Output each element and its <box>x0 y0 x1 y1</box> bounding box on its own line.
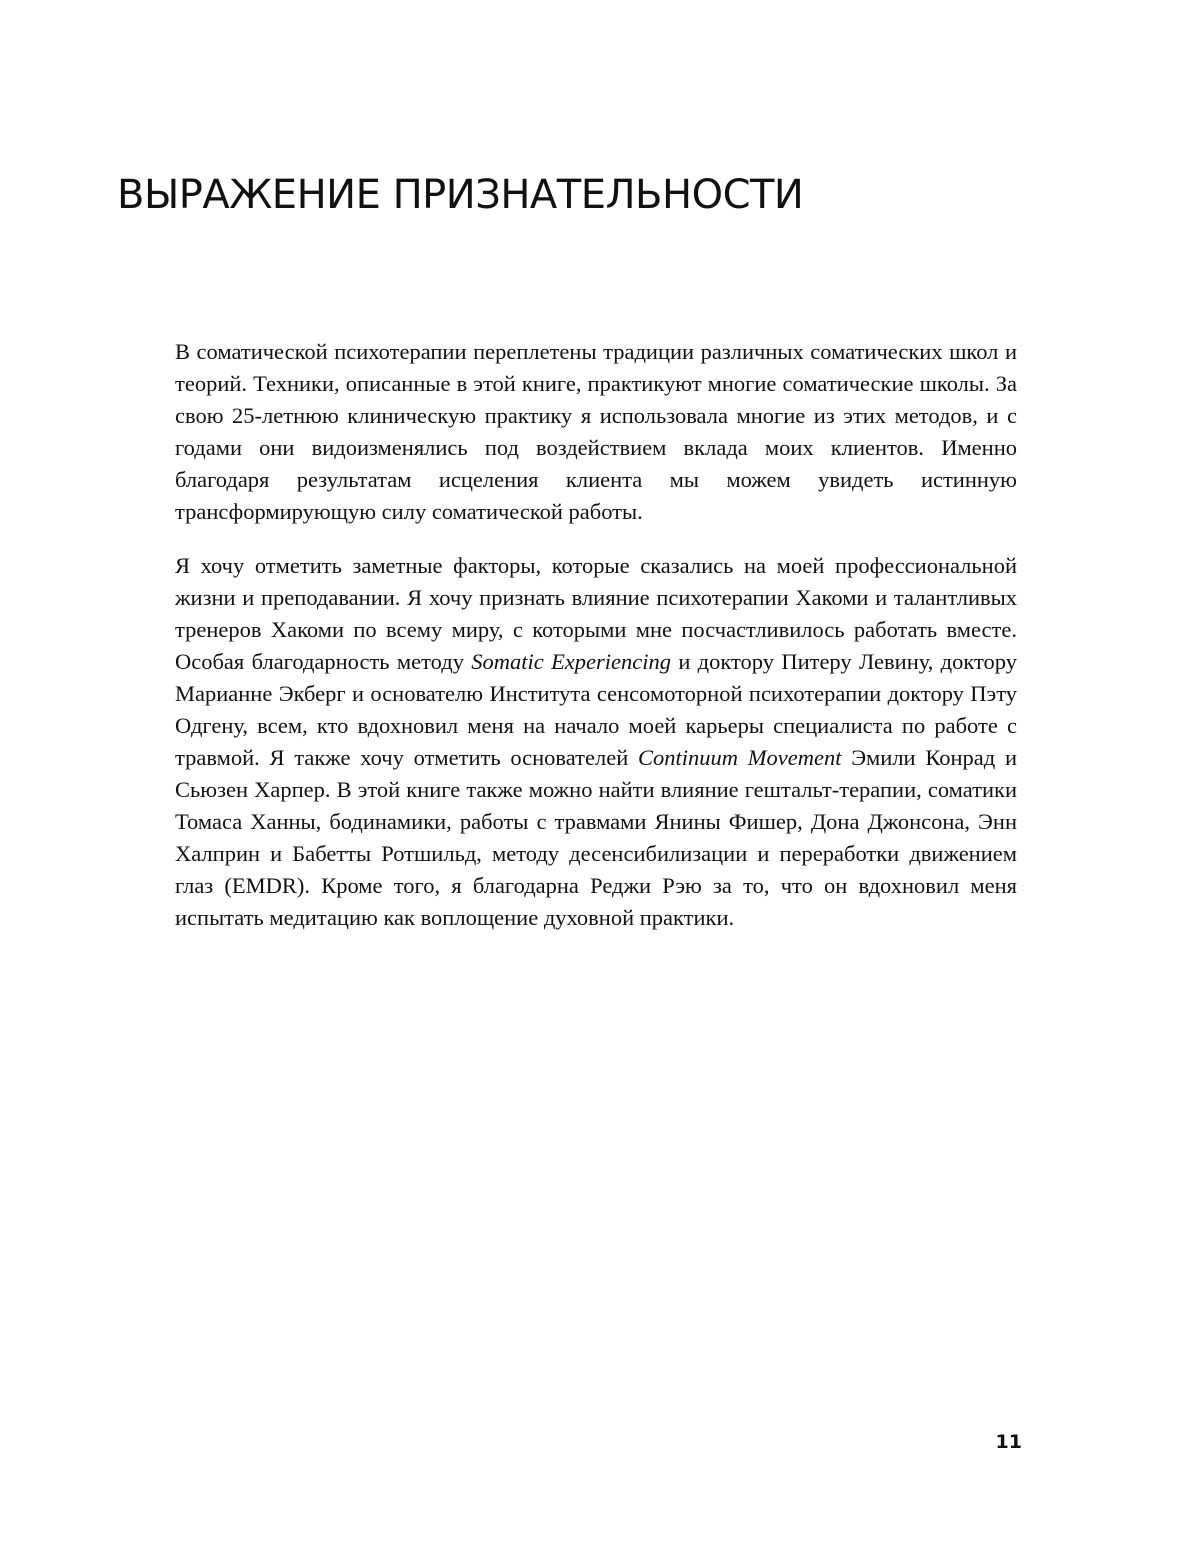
paragraph-2-text-part-2: и доктору Питеру Левину, доктору Марианне Экберг и основателю Института сенсомоторной психотерапии доктору Пэту Одгену, всем, кто вдохновил меня на начало моей карьеры специалиста по работе с травмой. Я также хочу отметить основателей <box>175 649 1017 770</box>
paragraph-2-text-part-3: Эмили Конрад и Сьюзен Харпер. В этой книге также можно найти влияние гештальт-терапии, соматики Томаса Ханны, бодинамики, работы с травмами Янины Фишер, Дона Джонсона, Энн Халприн и Бабетты Ротшильд, методу десенсибилизации и переработки движением глаз (EMDR). Кроме того, я благодарна Реджи Рэю за то, что он вдохновил меня испытать медитацию как воплощение духовной практики. <box>175 745 1017 930</box>
page-number: 11 <box>995 1431 1022 1453</box>
paragraph-1: В соматической психотерапии переплетены традиции различных соматических школ и теорий. Техники, описанные в этой книге, практикуют многие соматические школы. За свою 25-летнюю клиническую практику я использовала многие из этих методов, и с годами они видоизменялись под воздействием вклада моих клиентов. Именно благодаря результатам исцеления клиента мы можем увидеть истинную трансформирующую силу соматической работы. <box>175 339 1017 524</box>
paragraph-2-text-part-1: Я хочу отметить заметные факторы, которые сказались на моей профессиональной жизни и преподавании. Я хочу признать влияние психотерапии Хакоми и талантливых тренеров Хакоми по всему миру, с которыми мне посчастливилось работать вместе. Особая благодарность методу <box>175 553 1017 674</box>
method-name-somatic-experiencing: Somatic Experiencing <box>471 649 672 674</box>
method-name-continuum-movement: Continuum Movement <box>637 745 842 770</box>
page-title: ВЫРАЖЕНИЕ ПРИЗНАТЕЛЬНОСТИ <box>117 172 804 218</box>
paragraph-2 <box>175 550 1017 934</box>
